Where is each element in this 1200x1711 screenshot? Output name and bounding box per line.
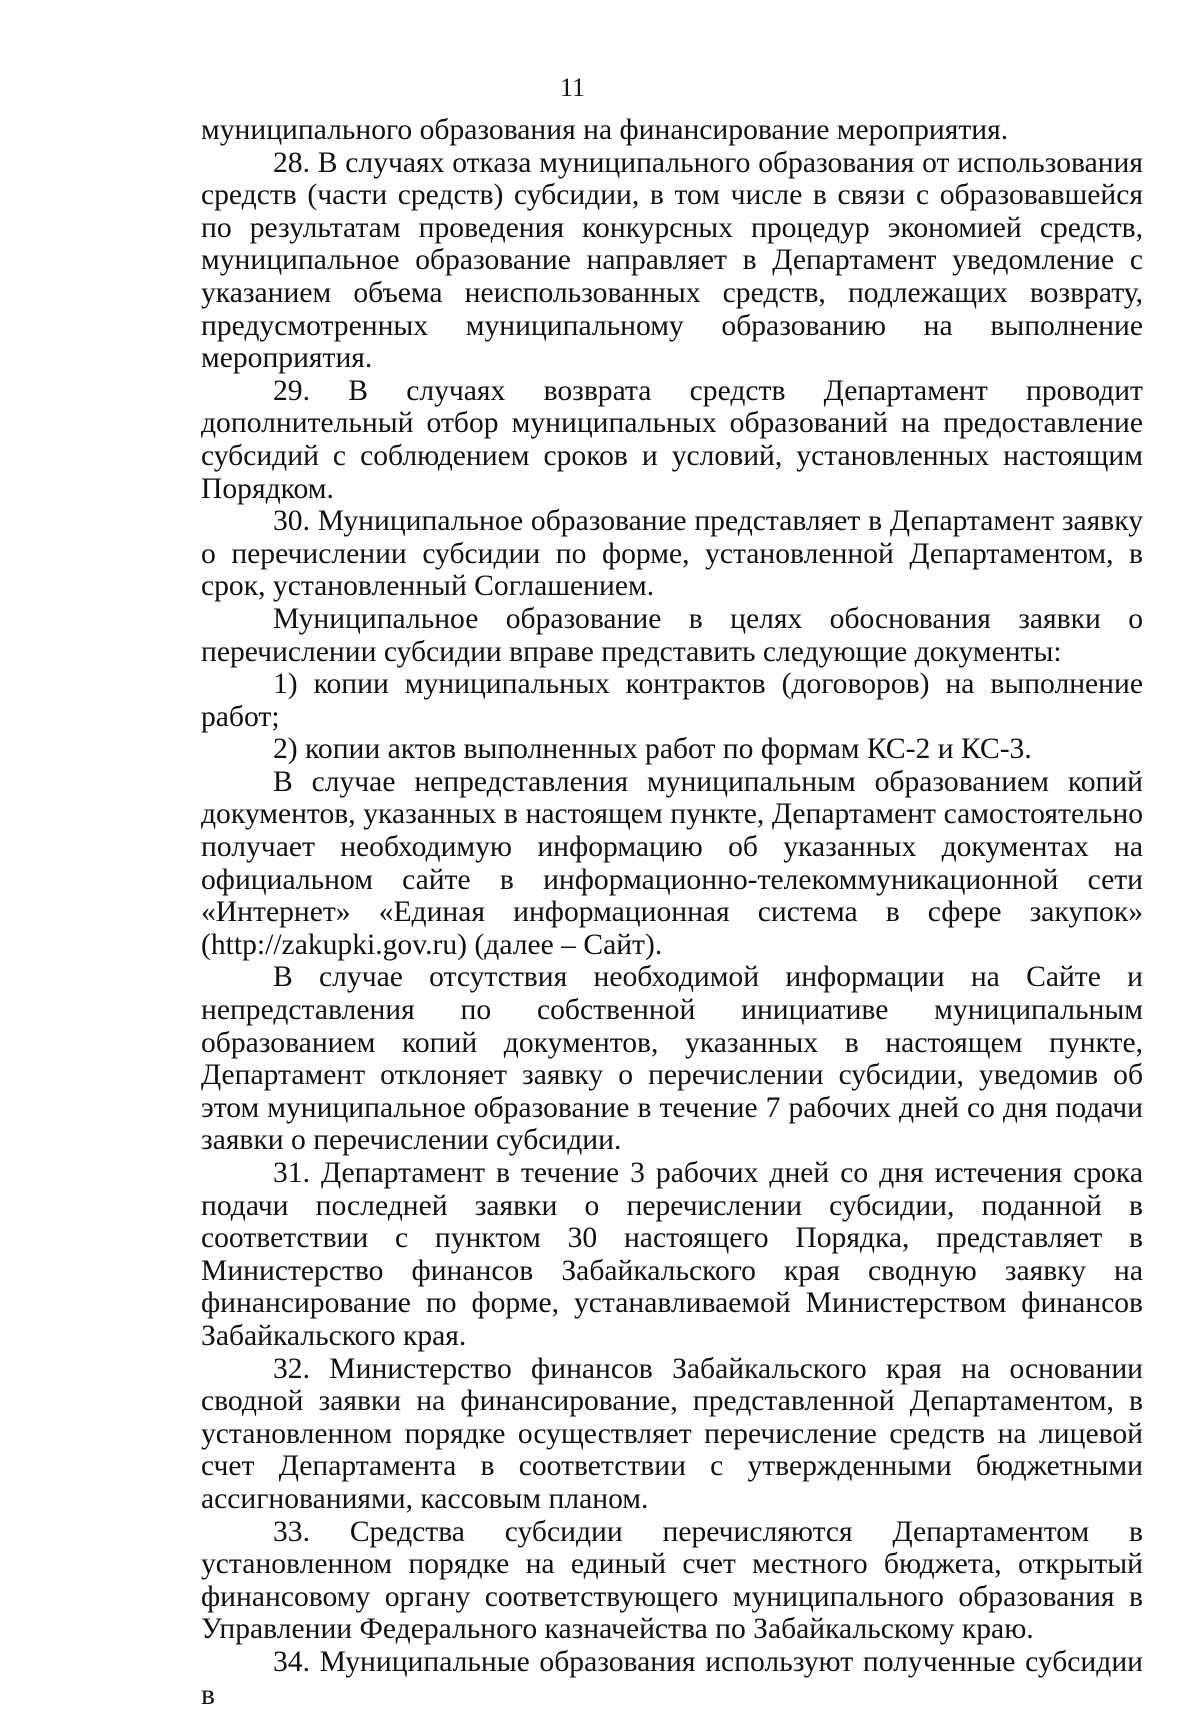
paragraph-item-34: 34. Муниципальные образования используют полученные субсидии в: [201, 1645, 1143, 1711]
paragraph-non-submission: В случае непредставления муниципальным образованием копий документов, указанных в настоящем пункте, Департамент самостоятельно получает необходимую информацию об указанных документах на официальном сайте в информационно-телекоммуникационной сети «Интернет» «Единая информационная система в сфере закупок» (http://zakupki.gov.ru) (далее – Сайт).: [201, 765, 1143, 961]
paragraph-rejection: В случае отсутствия необходимой информации на Сайте и непредставления по собственной инициативе муниципальным образованием копий документов, указанных в настоящем пункте, Департамент отклоняет заявку о перечислении субсидии, уведомив об этом муниципальное образование в течение 7 рабочих дней со дня подачи заявки о перечислении субсидии.: [201, 961, 1143, 1157]
paragraph-item-32: 32. Министерство финансов Забайкальского края на основании сводной заявки на финансирование, представленной Департаментом, в установленном порядке осуществляет перечисление средств на лицевой счет Департамента в соответствии с утвержденными бюджетными ассигнованиями, кассовым планом.: [201, 1352, 1143, 1515]
paragraph-documents-intro: Муниципальное образование в целях обоснования заявки о перечислении субсидии вправе представить следующие документы:: [201, 602, 1143, 668]
paragraph-item-30: 30. Муниципальное образование представляет в Департамент заявку о перечислении субсидии по форме, установленной Департаментом, в срок, установленный Соглашением.: [201, 505, 1143, 603]
paragraph-item-33: 33. Средства субсидии перечисляются Департаментом в установленном порядке на единый счет местного бюджета, открытый финансовому органу соответствующего муниципального образования в Управлении Федерального казначейства по Забайкальскому краю.: [201, 1515, 1143, 1646]
paragraph-item-31: 31. Департамент в течение 3 рабочих дней со дня истечения срока подачи последней заявки о перечислении субсидии, поданной в соответствии с пунктом 30 настоящего Порядка, представляет в Министерство финансов Забайкальского края сводную заявку на финансирование по форме, устанавливаемой Министерством финансов Забайкальского края.: [201, 1157, 1143, 1352]
list-item-1: 1) копии муниципальных контрактов (договоров) на выполнение работ;: [201, 668, 1143, 733]
page-number: 11: [559, 73, 586, 102]
list-item-2: 2) копии актов выполненных работ по формам КС-2 и КС-3.: [273, 733, 1032, 766]
document-body: [201, 114, 1143, 1711]
paragraph-item-29: 29. В случаях возврата средств Департамент проводит дополнительный отбор муниципальных образований на предоставление субсидий с соблюдением сроков и условий, установленных настоящим Порядком.: [201, 374, 1143, 505]
paragraph-item-28: 28. В случаях отказа муниципального образования от использования средств (части средств) субсидии, в том числе в связи с образовавшейся по результатам проведения конкурсных процедур экономией средств, муниципальное образование направляет в Департамент уведомление с указанием объема неиспользованных средств, подлежащих возврату, предусмотренных муниципальному образованию на выполнение мероприятия.: [201, 146, 1143, 375]
paragraph-continuation: муниципального образования на финансирование мероприятия.: [201, 114, 1009, 146]
